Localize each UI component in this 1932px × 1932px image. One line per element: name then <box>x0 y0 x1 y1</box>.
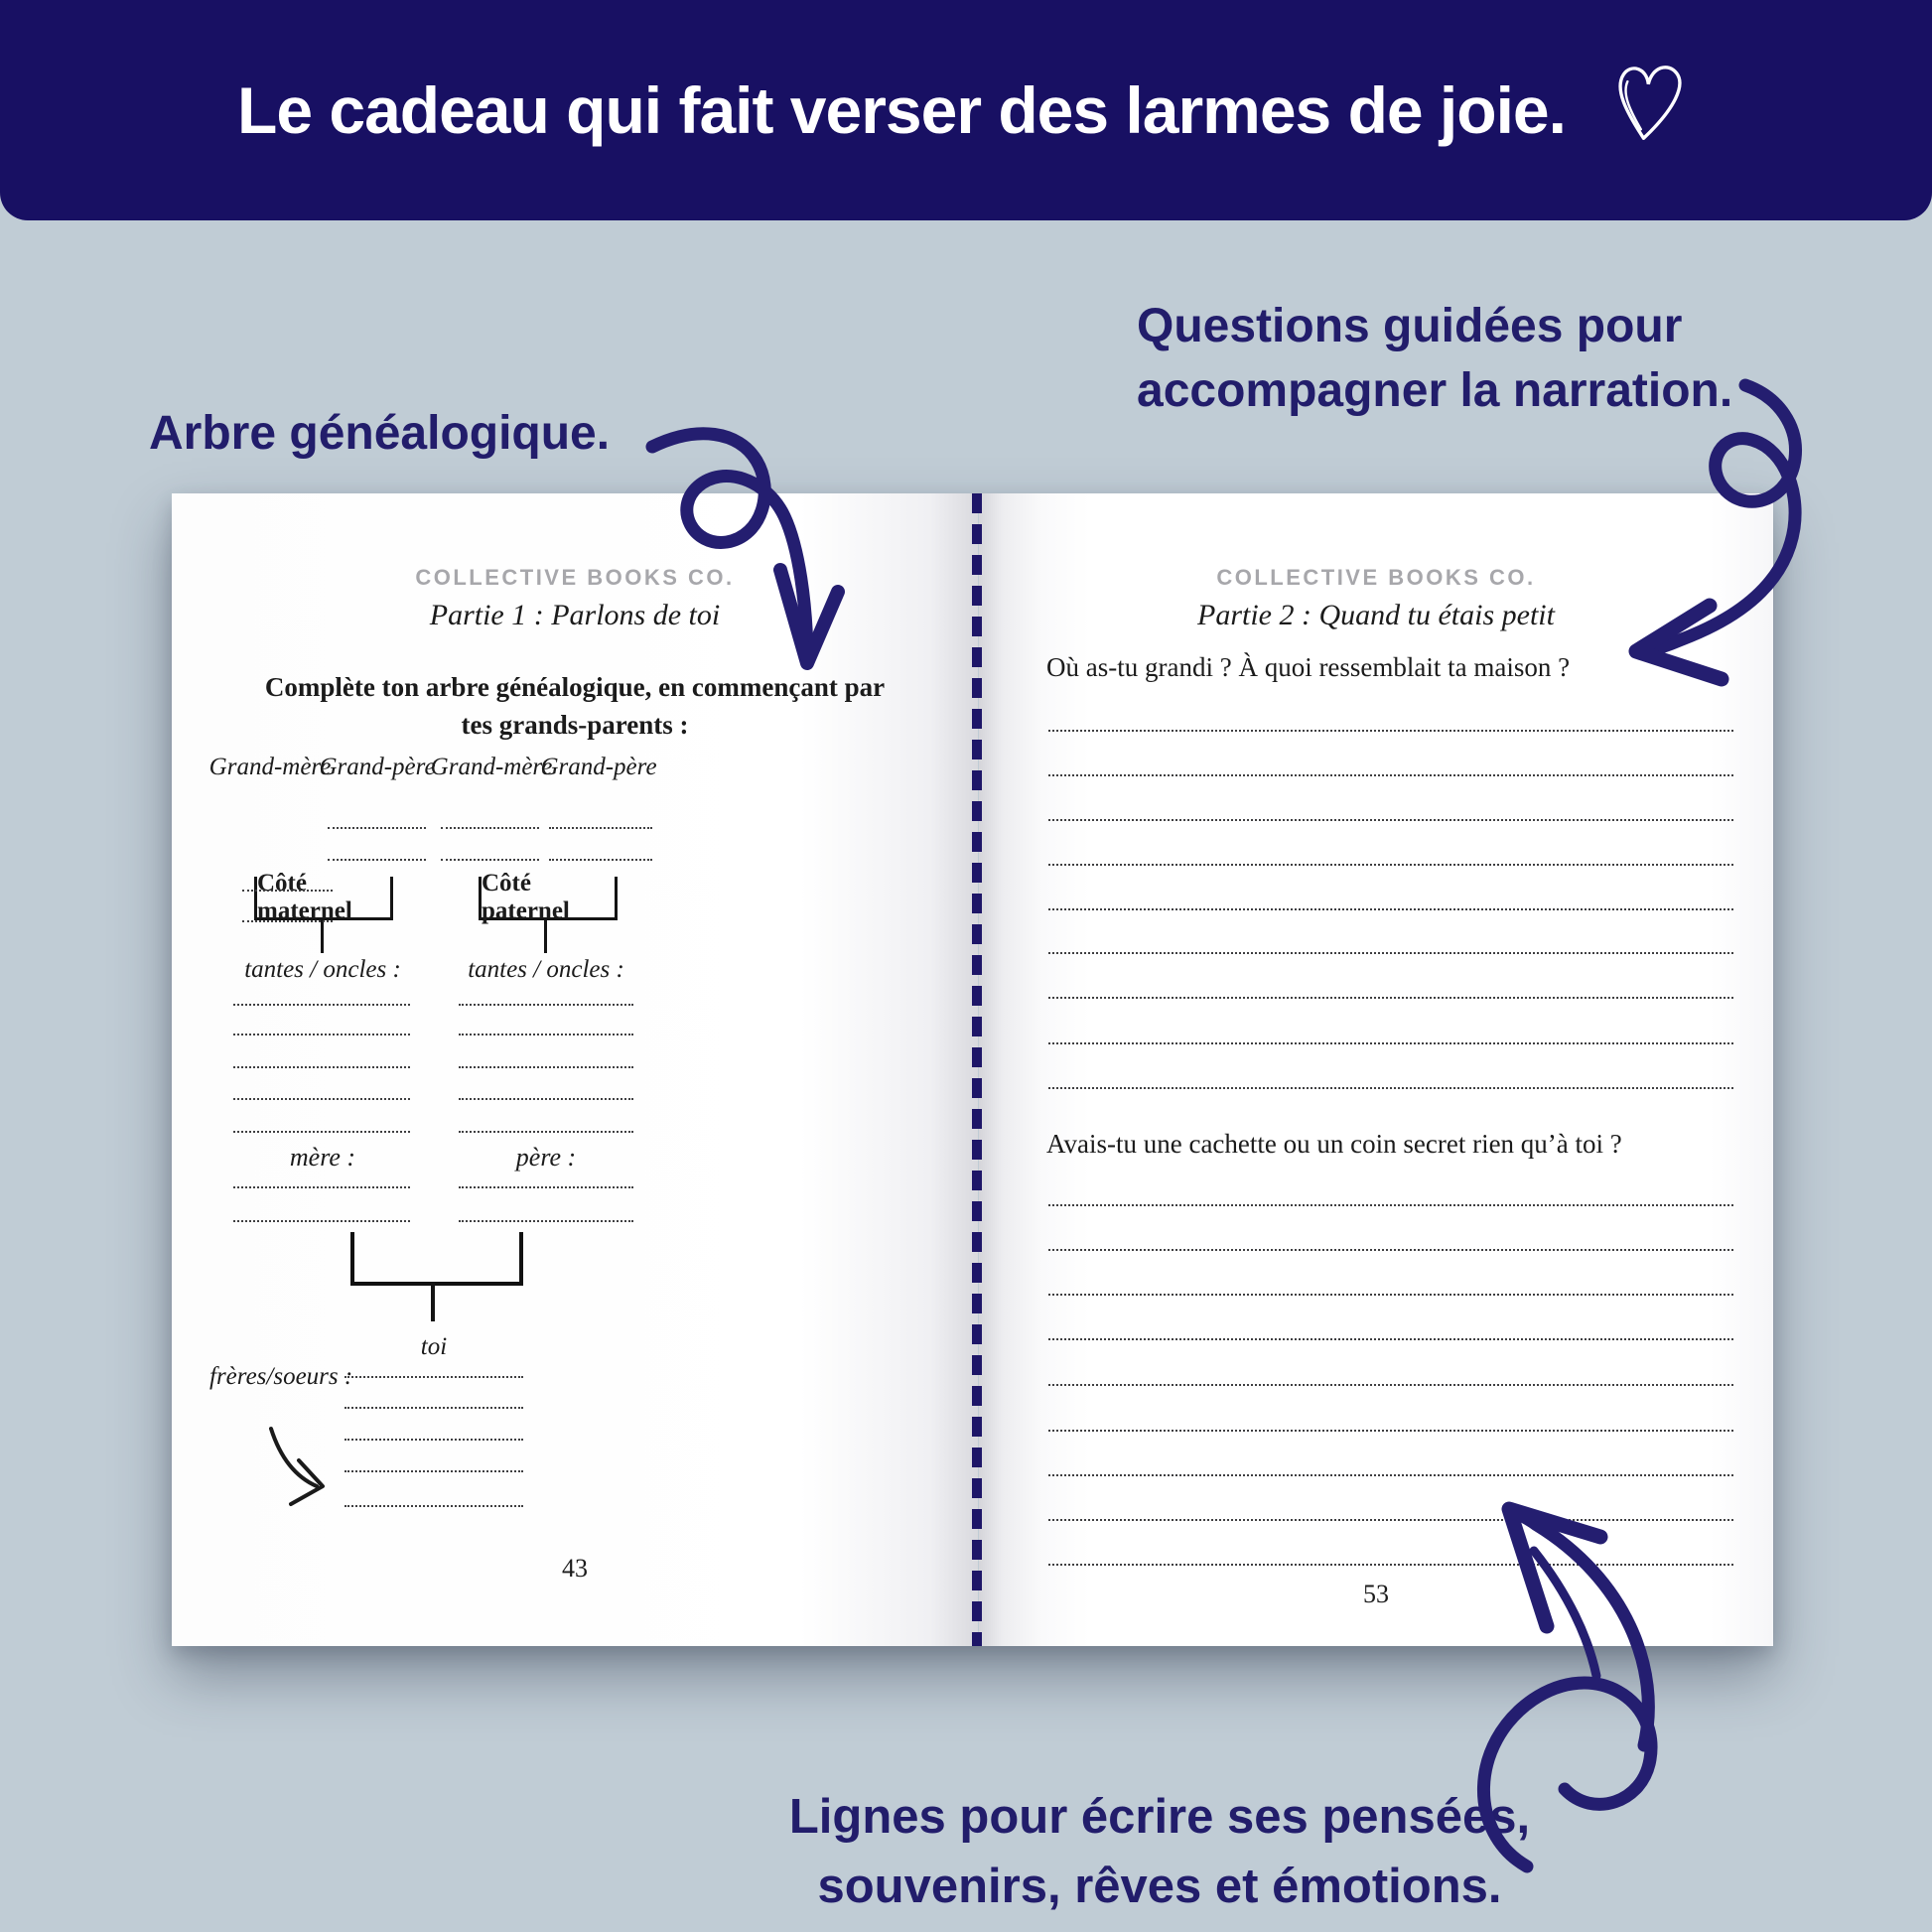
writing-line <box>1048 730 1733 732</box>
paternal-side-label: Côté paternel <box>482 869 570 924</box>
writing-line <box>1048 908 1733 910</box>
writing-line <box>1048 1204 1733 1206</box>
grandfather-label-2: Grand-père <box>540 754 657 780</box>
publisher-header: COLLECTIVE BOOKS CO. <box>1216 565 1536 590</box>
writing-line <box>1048 819 1733 821</box>
writing-line <box>345 1439 523 1441</box>
left-page <box>172 493 978 1646</box>
open-book <box>172 493 1773 1646</box>
writing-line <box>1048 1294 1733 1296</box>
tree-instruction-line1: Complète ton arbre généalogique, en commençant par <box>264 672 886 702</box>
writing-line <box>345 1376 523 1378</box>
right-page <box>979 493 1773 1646</box>
writing-line <box>459 1131 633 1133</box>
writing-line <box>459 1186 633 1188</box>
writing-line <box>1048 864 1733 866</box>
writing-line <box>441 859 539 861</box>
writing-line <box>233 1220 410 1222</box>
heart-outline-icon <box>1594 50 1701 156</box>
writing-line <box>1048 1474 1733 1476</box>
father-label: père : <box>515 1143 577 1172</box>
writing-line <box>1048 1430 1733 1432</box>
writing-line <box>549 859 652 861</box>
writing-line <box>328 859 426 861</box>
you-label: toi <box>420 1333 448 1360</box>
banner-headline: Le cadeau qui fait verser des larmes de joie. <box>237 73 1566 147</box>
mother-label: mère : <box>289 1143 356 1172</box>
tree-join-bracket <box>350 1232 523 1286</box>
part-title-right: Partie 2 : Quand tu étais petit <box>1197 599 1555 631</box>
writing-line <box>242 920 333 922</box>
page-number-right: 53 <box>1363 1580 1389 1608</box>
grandmother-label-2: Grand-mère <box>430 754 553 780</box>
tree-instruction-line2: tes grands-parents : <box>461 710 689 740</box>
siblings-arrow-icon <box>249 1415 368 1524</box>
paternal-side-box <box>479 869 618 924</box>
annotation-guided-questions <box>1137 294 1732 423</box>
writing-line <box>345 1470 523 1472</box>
siblings-label: frères/soeurs : <box>209 1363 353 1390</box>
writing-line <box>1048 952 1733 954</box>
aunts-uncles-label-left: tantes / oncles : <box>244 956 401 983</box>
annotation-writing-lines-line2: souvenirs, rêves et émotions. <box>817 1860 1502 1913</box>
writing-line <box>1048 1042 1733 1044</box>
writing-line <box>345 1505 523 1507</box>
annotation-writing-lines <box>762 1782 1557 1921</box>
question-1: Où as-tu grandi ? À quoi ressemblait ta maison ? <box>1046 652 1571 682</box>
writing-line <box>459 1034 633 1035</box>
writing-line <box>459 1098 633 1100</box>
writing-line <box>1048 1384 1733 1386</box>
page-number-left: 43 <box>562 1554 588 1583</box>
maternal-side-label: Côté maternel <box>257 869 352 924</box>
writing-line <box>233 1098 410 1100</box>
writing-line <box>233 1034 410 1035</box>
grandfather-label-1: Grand-père <box>319 754 436 780</box>
writing-line <box>1048 1087 1733 1089</box>
writing-line <box>1048 1564 1733 1566</box>
writing-line <box>233 1186 410 1188</box>
grandmother-label-1: Grand-mère <box>208 754 332 780</box>
writing-line <box>328 827 426 829</box>
annotation-guided-questions-line2: accompagner la narration. <box>1137 364 1733 417</box>
writing-line <box>233 1131 410 1133</box>
header-banner <box>0 0 1932 220</box>
part-title-left: Partie 1 : Parlons de toi <box>429 599 721 631</box>
writing-line <box>549 827 652 829</box>
writing-line <box>233 1066 410 1068</box>
aunts-uncles-label-right: tantes / oncles : <box>468 956 624 983</box>
writing-line <box>242 890 333 892</box>
annotation-guided-questions-line1: Questions guidées pour <box>1137 300 1683 352</box>
book-spine-dashed-line <box>972 493 982 1646</box>
writing-line <box>441 827 539 829</box>
maternal-side-box <box>254 869 393 924</box>
writing-line <box>345 1407 523 1409</box>
writing-line <box>233 1004 410 1006</box>
writing-line <box>1048 774 1733 776</box>
writing-line <box>459 1220 633 1222</box>
writing-line <box>1048 1249 1733 1251</box>
question-2: Avais-tu une cachette ou un coin secret rien qu’à toi ? <box>1046 1129 1622 1159</box>
annotation-writing-lines-line1: Lignes pour écrire ses pensées, <box>788 1790 1531 1844</box>
writing-line <box>459 1066 633 1068</box>
writing-line <box>1048 1338 1733 1340</box>
tree-connector <box>431 1282 435 1321</box>
annotation-family-tree: Arbre généalogique. <box>149 407 611 460</box>
writing-line <box>459 1004 633 1006</box>
publisher-header: COLLECTIVE BOOKS CO. <box>415 565 735 590</box>
writing-line <box>1048 997 1733 999</box>
writing-line <box>1048 1519 1733 1521</box>
